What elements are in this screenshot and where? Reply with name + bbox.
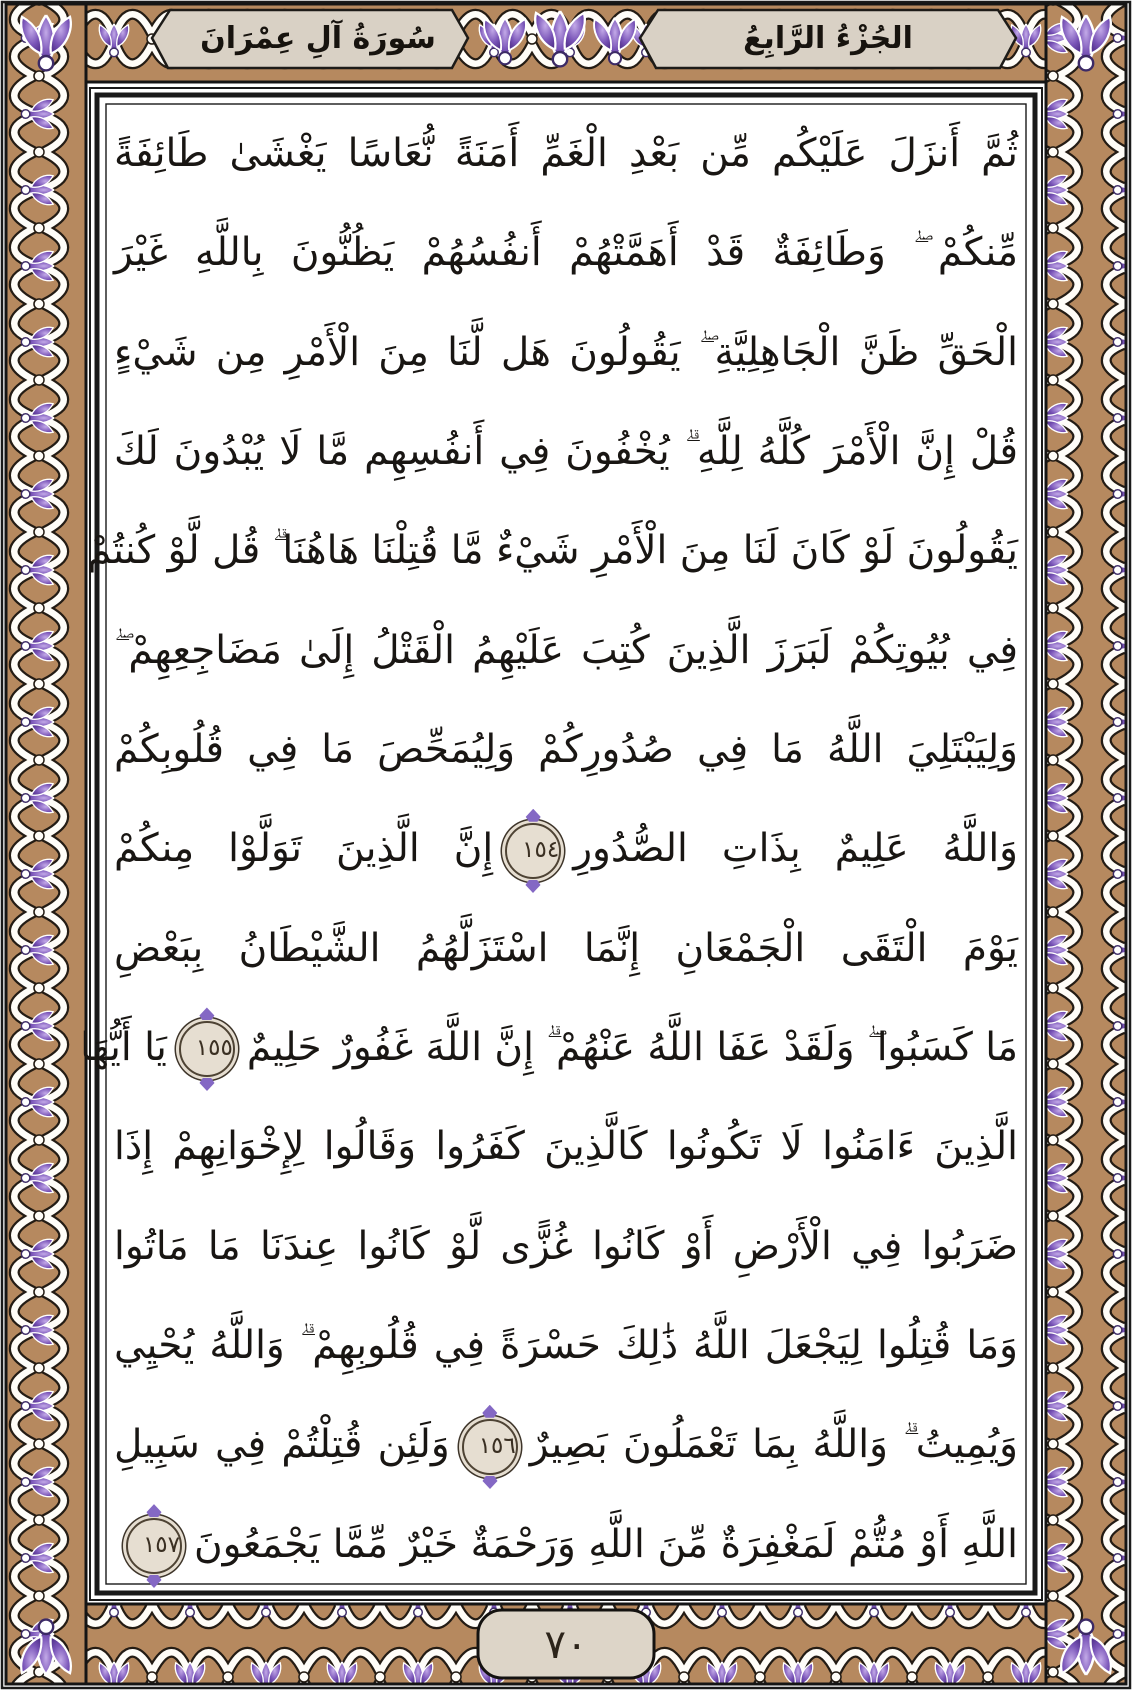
quran-line [114, 601, 1018, 700]
quran-line [114, 799, 1018, 898]
ayah-text: قُلْ إِنَّ الْأَمْرَ كُلَّهُ لِلَّهِ ۗ يُخْفُونَ فِي أَنفُسِهِم مَّا لَا يُبْدُونَ لَكَ [114, 428, 1018, 474]
quran-line [114, 303, 1018, 402]
quran-line [114, 104, 1018, 203]
ayah-end-marker: ١٥٧ [126, 1518, 182, 1574]
ayah-text: وَلَئِن قُتِلْتُمْ فِي سَبِيلِ [114, 1422, 450, 1468]
ayah-text: الَّذِينَ ءَامَنُوا لَا تَكُونُوا كَالَّذِينَ كَفَرُوا وَقَالُوا لِإِخْوَانِهِمْ إِذَا [114, 1124, 1018, 1170]
quran-line [114, 899, 1018, 998]
quran-line [114, 402, 1018, 501]
ayah-text: يَوْمَ الْتَقَى الْجَمْعَانِ إِنَّمَا اسْتَزَلَّهُمُ الشَّيْطَانُ بِبَعْضِ [114, 925, 1018, 971]
ayah-text: يَا أَيُّهَا [80, 1024, 167, 1070]
ayah-text: يَقُولُونَ لَوْ كَانَ لَنَا مِنَ الْأَمْرِ شَيْءٌ مَّا قُتِلْنَا هَاهُنَا ۗ قُل لَّوْ كُنتُمْ [87, 528, 1018, 574]
quran-line [114, 1097, 1018, 1196]
ayah-text: وَمَا قُتِلُوا لِيَجْعَلَ اللَّهُ ذَٰلِكَ حَسْرَةً فِي قُلُوبِهِمْ ۗ وَاللَّهُ يُحْيِي [114, 1322, 1018, 1368]
quran-line [114, 1495, 1018, 1594]
ayah-end-marker: ١٥٥ [179, 1021, 235, 1077]
quran-line [114, 700, 1018, 799]
ayah-text: الْحَقِّ ظَنَّ الْجَاهِلِيَّةِ ۖ يَقُولُونَ هَل لَّنَا مِنَ الْأَمْرِ مِن شَيْءٍ [114, 329, 1018, 375]
ayah-text: فِي بُيُوتِكُمْ لَبَرَزَ الَّذِينَ كُتِبَ عَلَيْهِمُ الْقَتْلُ إِلَىٰ مَضَاجِعِهِمْ ۖ [114, 627, 1018, 673]
ayah-text: ضَرَبُوا فِي الْأَرْضِ أَوْ كَانُوا غُزًّى لَّوْ كَانُوا عِندَنَا مَا مَاتُوا [114, 1223, 1018, 1269]
quran-lines [80, 104, 1019, 1594]
ayah-text: وَيُمِيتُ ۗ وَاللَّهُ بِمَا تَعْمَلُونَ بَصِيرٌ [529, 1422, 1019, 1468]
ayah-end-marker: ١٥٦ [462, 1419, 518, 1475]
ayah-text: ثُمَّ أَنزَلَ عَلَيْكُم مِّن بَعْدِ الْغَمِّ أَمَنَةً نُّعَاسًا يَغْشَىٰ طَائِفَةً [114, 131, 1018, 176]
page-number: ٧٠ [544, 1622, 588, 1668]
surah-title-label: سُورَةُ آلِ عِمْرَانَ [200, 20, 436, 56]
juz-title-label: الجُزْءُ الرَّابِعُ [743, 20, 913, 56]
ayah-text: إِنَّ الَّذِينَ تَوَلَّوْا مِنكُمْ [114, 826, 494, 872]
ayah-text: وَلِيَبْتَلِيَ اللَّهُ مَا فِي صُدُورِكُمْ وَلِيُمَحِّصَ مَا فِي قُلُوبِكُمْ [114, 726, 1018, 772]
ayah-text: اللَّهِ أَوْ مُتُّمْ لَمَغْفِرَةٌ مِّنَ اللَّهِ وَرَحْمَةٌ خَيْرٌ مِّمَّا يَجْمَعُونَ [194, 1521, 1018, 1567]
quran-line [114, 1296, 1018, 1395]
border-band-right [1046, 4, 1126, 1684]
quran-line [87, 501, 1018, 600]
quran-line [114, 203, 1018, 302]
ayah-text: مَا كَسَبُوا ۖ وَلَقَدْ عَفَا اللَّهُ عَنْهُمْ ۗ إِنَّ اللَّهَ غَفُورٌ حَلِيمٌ [246, 1024, 1018, 1070]
quran-line [114, 1395, 1018, 1494]
quran-line [80, 998, 1018, 1097]
ayah-text: وَاللَّهُ عَلِيمٌ بِذَاتِ الصُّدُورِ [573, 826, 1018, 872]
ayah-text: مِّنكُمْ ۖ وَطَائِفَةٌ قَدْ أَهَمَّتْهُمْ أَنفُسُهُمْ يَظُنُّونَ بِاللَّهِ غَيْرَ [114, 230, 1018, 276]
border-band-left [6, 4, 86, 1684]
quran-line [114, 1197, 1018, 1296]
ayah-end-marker: ١٥٤ [505, 823, 561, 879]
